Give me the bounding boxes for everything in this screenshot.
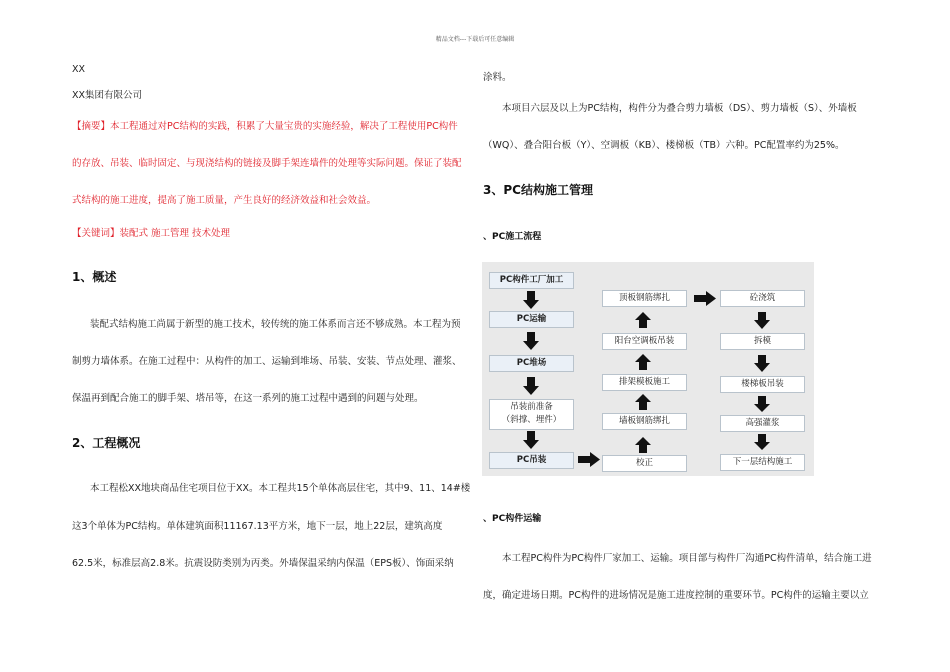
arrow-down-icon bbox=[754, 434, 770, 450]
transport-line-2: 度，确定进场日期。PC构件的进场情况是施工进度控制的重要环节。PC构件的运输主要以立 bbox=[483, 590, 869, 601]
hoisting-prep-line: （斜撑、埋件） bbox=[501, 415, 562, 425]
flow-step-balcony-hoisting: 阳台空调板吊装 bbox=[602, 333, 687, 350]
flow-step-concrete-pouring: 砼浇筑 bbox=[720, 290, 805, 307]
author: XX bbox=[72, 64, 86, 75]
arrow-down-icon bbox=[754, 396, 770, 412]
flow-step-stair-hoisting: 楼梯板吊装 bbox=[720, 376, 805, 393]
transport-line-1: 本工程PC构件为PC构件厂家加工、运输。项目部与构件厂沟通PC构件清单，结合施工进 bbox=[502, 553, 872, 564]
flow-step-roof-rebar: 顶板钢筋绑扎 bbox=[602, 290, 687, 307]
arrow-down-icon bbox=[523, 332, 539, 350]
construction-flowchart bbox=[482, 262, 814, 476]
abstract-line-1: 【摘要】本工程通过对PC结构的实践，积累了大量宝贵的实施经验，解决了工程使用PC构件 bbox=[72, 121, 458, 132]
section-2-line-2: 这3个单体为PC结构。单体建筑面积11167.13平方米，地下一层，地上22层，建筑高度 bbox=[72, 521, 443, 532]
subsection-pc-transport: 、PC构件运输 bbox=[483, 514, 542, 524]
arrow-down-icon bbox=[523, 431, 539, 449]
section-3-title: 3、PC结构施工管理 bbox=[483, 183, 593, 197]
arrow-up-icon bbox=[635, 437, 651, 453]
arrow-right-icon bbox=[694, 291, 716, 306]
flow-step-hoisting-prep bbox=[489, 399, 574, 430]
arrow-up-icon bbox=[635, 394, 651, 410]
components-line-1: 本项目六层及以上为PC结构，构件分为叠合剪力墙板（DS）、剪力墙板（S）、外墙板 bbox=[502, 103, 857, 114]
organization: XX集团有限公司 bbox=[72, 90, 143, 101]
flow-step-correction: 校正 bbox=[602, 455, 687, 472]
flow-step-grouting: 高强灌浆 bbox=[720, 415, 805, 432]
arrow-down-icon bbox=[754, 312, 770, 329]
section-2-title: 2、工程概况 bbox=[72, 436, 141, 450]
arrow-right-icon bbox=[578, 452, 600, 467]
flow-step-scaffold-formwork: 排架模板施工 bbox=[602, 374, 687, 391]
hoisting-prep-text bbox=[490, 401, 573, 427]
flow-step-pc-hoisting: PC吊装 bbox=[489, 452, 574, 469]
continued-line: 涂料。 bbox=[483, 72, 512, 83]
arrow-down-icon bbox=[523, 377, 539, 395]
abstract-line-3: 式结构的施工进度，提高了施工质量，产生良好的经济效益和社会效益。 bbox=[72, 195, 377, 206]
hoisting-prep-line: 吊装前准备 bbox=[510, 402, 553, 412]
arrow-down-icon bbox=[754, 355, 770, 372]
section-1-line-1: 装配式结构施工尚属于新型的施工技术，较传统的施工体系而言还不够成熟。本工程为预 bbox=[90, 319, 461, 330]
arrow-up-icon bbox=[635, 354, 651, 370]
flow-step-transport: PC运输 bbox=[489, 311, 574, 328]
flow-step-next-floor: 下一层结构施工 bbox=[720, 454, 805, 471]
subsection-construction-flow: 、PC施工流程 bbox=[483, 232, 542, 242]
flow-step-formwork-removal: 拆模 bbox=[720, 333, 805, 350]
keywords: 【关键词】装配式 施工管理 技术处理 bbox=[72, 228, 231, 239]
section-2-line-1: 本工程松XX地块商品住宅项目位于XX。本工程共15个单体高层住宅，其中9、11、14#楼 bbox=[90, 483, 471, 494]
section-1-line-3: 保温再到配合施工的脚手架、塔吊等，在这一系列的施工过程中遇到的问题与处理。 bbox=[72, 393, 424, 404]
arrow-up-icon bbox=[635, 312, 651, 328]
components-line-2: （WQ）、叠合阳台板（Y）、空调板（KB）、楼梯板（TB）六种。PC配置率约为25%。 bbox=[483, 140, 845, 151]
section-2-line-3: 62.5米，标准层高2.8米。抗震设防类别为丙类。外墙保温采纳内保温（EPS板）、饰面采纳 bbox=[72, 558, 454, 569]
flow-step-storage-yard: PC堆场 bbox=[489, 355, 574, 372]
section-1-title: 1、概述 bbox=[72, 270, 117, 284]
section-1-line-2: 制剪力墙体系。在施工过程中：从构件的加工、运输到堆场、吊装、安装、节点处理、灌浆、 bbox=[72, 356, 462, 367]
abstract-line-2: 的存放、吊装、临时固定、与现浇结构的链接及脚手架连墙件的处理等实际问题。保证了装配 bbox=[72, 158, 462, 169]
page-header: 精品文档---下载后可任意编辑 bbox=[435, 36, 515, 43]
flow-step-wall-rebar: 墙板钢筋绑扎 bbox=[602, 413, 687, 430]
arrow-down-icon bbox=[523, 291, 539, 309]
flow-step-factory-processing: PC构件工厂加工 bbox=[489, 272, 574, 289]
